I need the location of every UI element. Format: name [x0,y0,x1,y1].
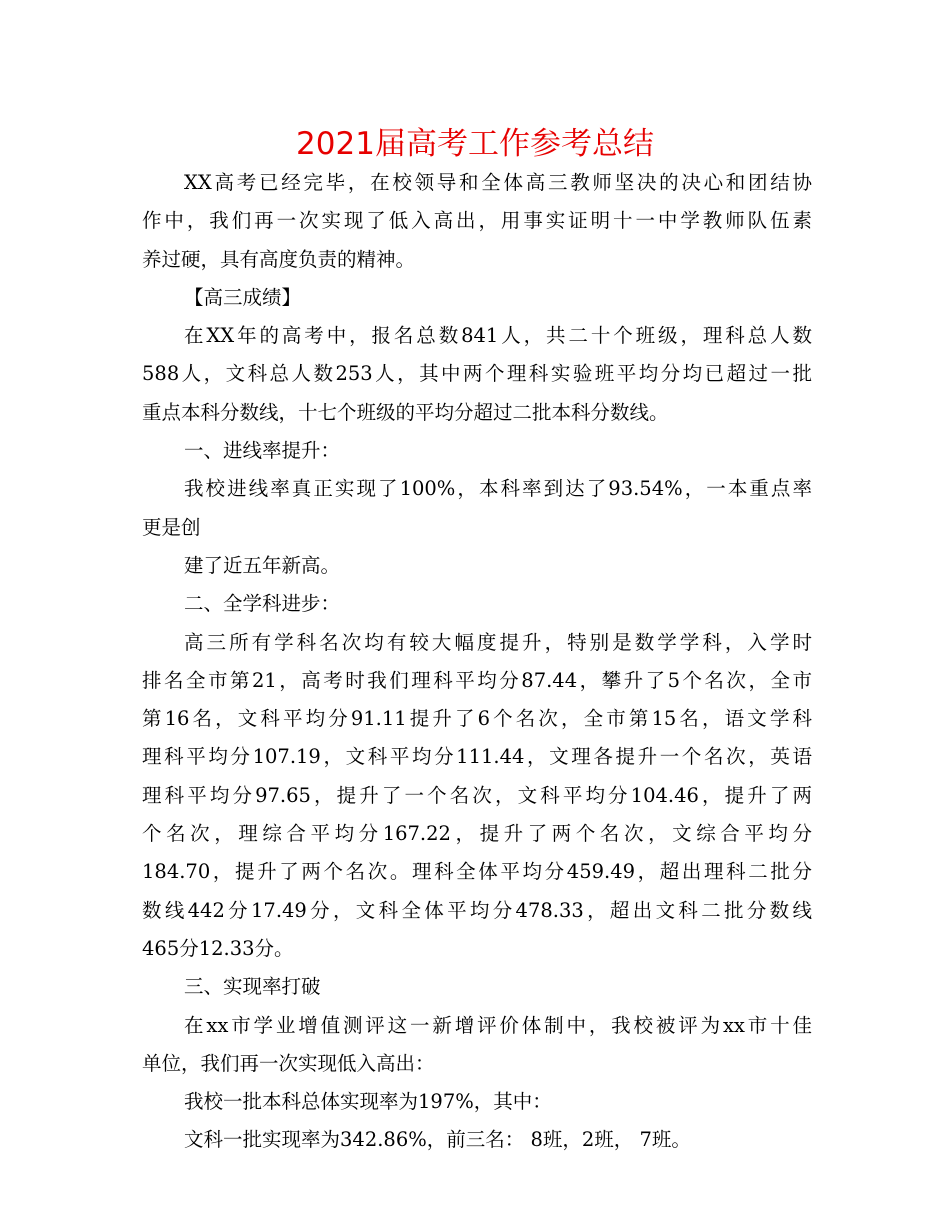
paragraph-line: 文科一批实现率为342.86%，前三名： 8班，2班， 7班。 [184,1128,691,1152]
section-heading: 二、全学科进步： [184,592,341,616]
paragraph-line: 建了近五年新高。 [184,553,341,577]
paragraph-line: 在XX年的高考中，报名总数841人，共二十个班级，理科总人数 [184,324,812,348]
paragraph-line: 数线442分17.49分，文科全体平均分478.33，超出文科二批分数线 [142,898,812,922]
paragraph-line: 个名次，理综合平均分167.22，提升了两个名次，文综合平均分 [142,822,812,846]
paragraph-line: 理科平均分97.65，提升了一个名次，文科平均分104.46，提升了两 [142,783,812,807]
section-heading: 一、进线率提升： [184,439,341,463]
paragraph-line: 更是创 [142,515,201,539]
paragraph-line: 588人，文科总人数253人，其中两个理科实验班平均分均已超过一批 [142,362,812,386]
document-body [142,164,812,1160]
paragraph-line: 我校一批本科总体实现率为197%，其中： [184,1090,552,1114]
paragraph-line: 排名全市第21，高考时我们理科平均分87.44，攀升了5个名次，全市 [142,668,812,692]
paragraph-line: 184.70，提升了两个名次。理科全体平均分459.49，超出理科二批分 [142,860,812,884]
paragraph-line: XX高考已经完毕，在校领导和全体高三教师坚决的决心和团结协 [184,171,812,194]
paragraph-line: 单位，我们再一次实现低入高出： [142,1051,435,1075]
paragraph-line: 465分12.33分。 [142,936,294,960]
paragraph-line: 第16名，文科平均分91.11提升了6个名次，全市第15名，语文学科 [142,707,812,731]
section-heading: 三、实现率打破 [184,975,321,999]
section-heading: 【高三成绩】 [184,285,302,309]
paragraph-line: 理科平均分107.19，文科平均分111.44，文理各提升一个名次，英语 [142,745,812,769]
paragraph-line: 作中，我们再一次实现了低入高出，用事实证明十一中学教师队伍素 [142,209,812,233]
document-title: 2021届高考工作参考总结 [296,126,654,162]
paragraph-line: 我校进线率真正实现了100%，本科率到达了93.54%，一本重点率 [184,477,812,501]
paragraph-line: 重点本科分数线，十七个班级的平均分超过二批本科分数线。 [142,400,669,424]
paragraph-line: 高三所有学科名次均有较大幅度提升，特别是数学学科，入学时 [184,630,812,654]
paragraph-line: 在xx市学业增值测评这一新增评价体制中，我校被评为xx市十佳 [184,1013,812,1037]
paragraph-line: 养过硬，具有高度负责的精神。 [142,247,416,271]
